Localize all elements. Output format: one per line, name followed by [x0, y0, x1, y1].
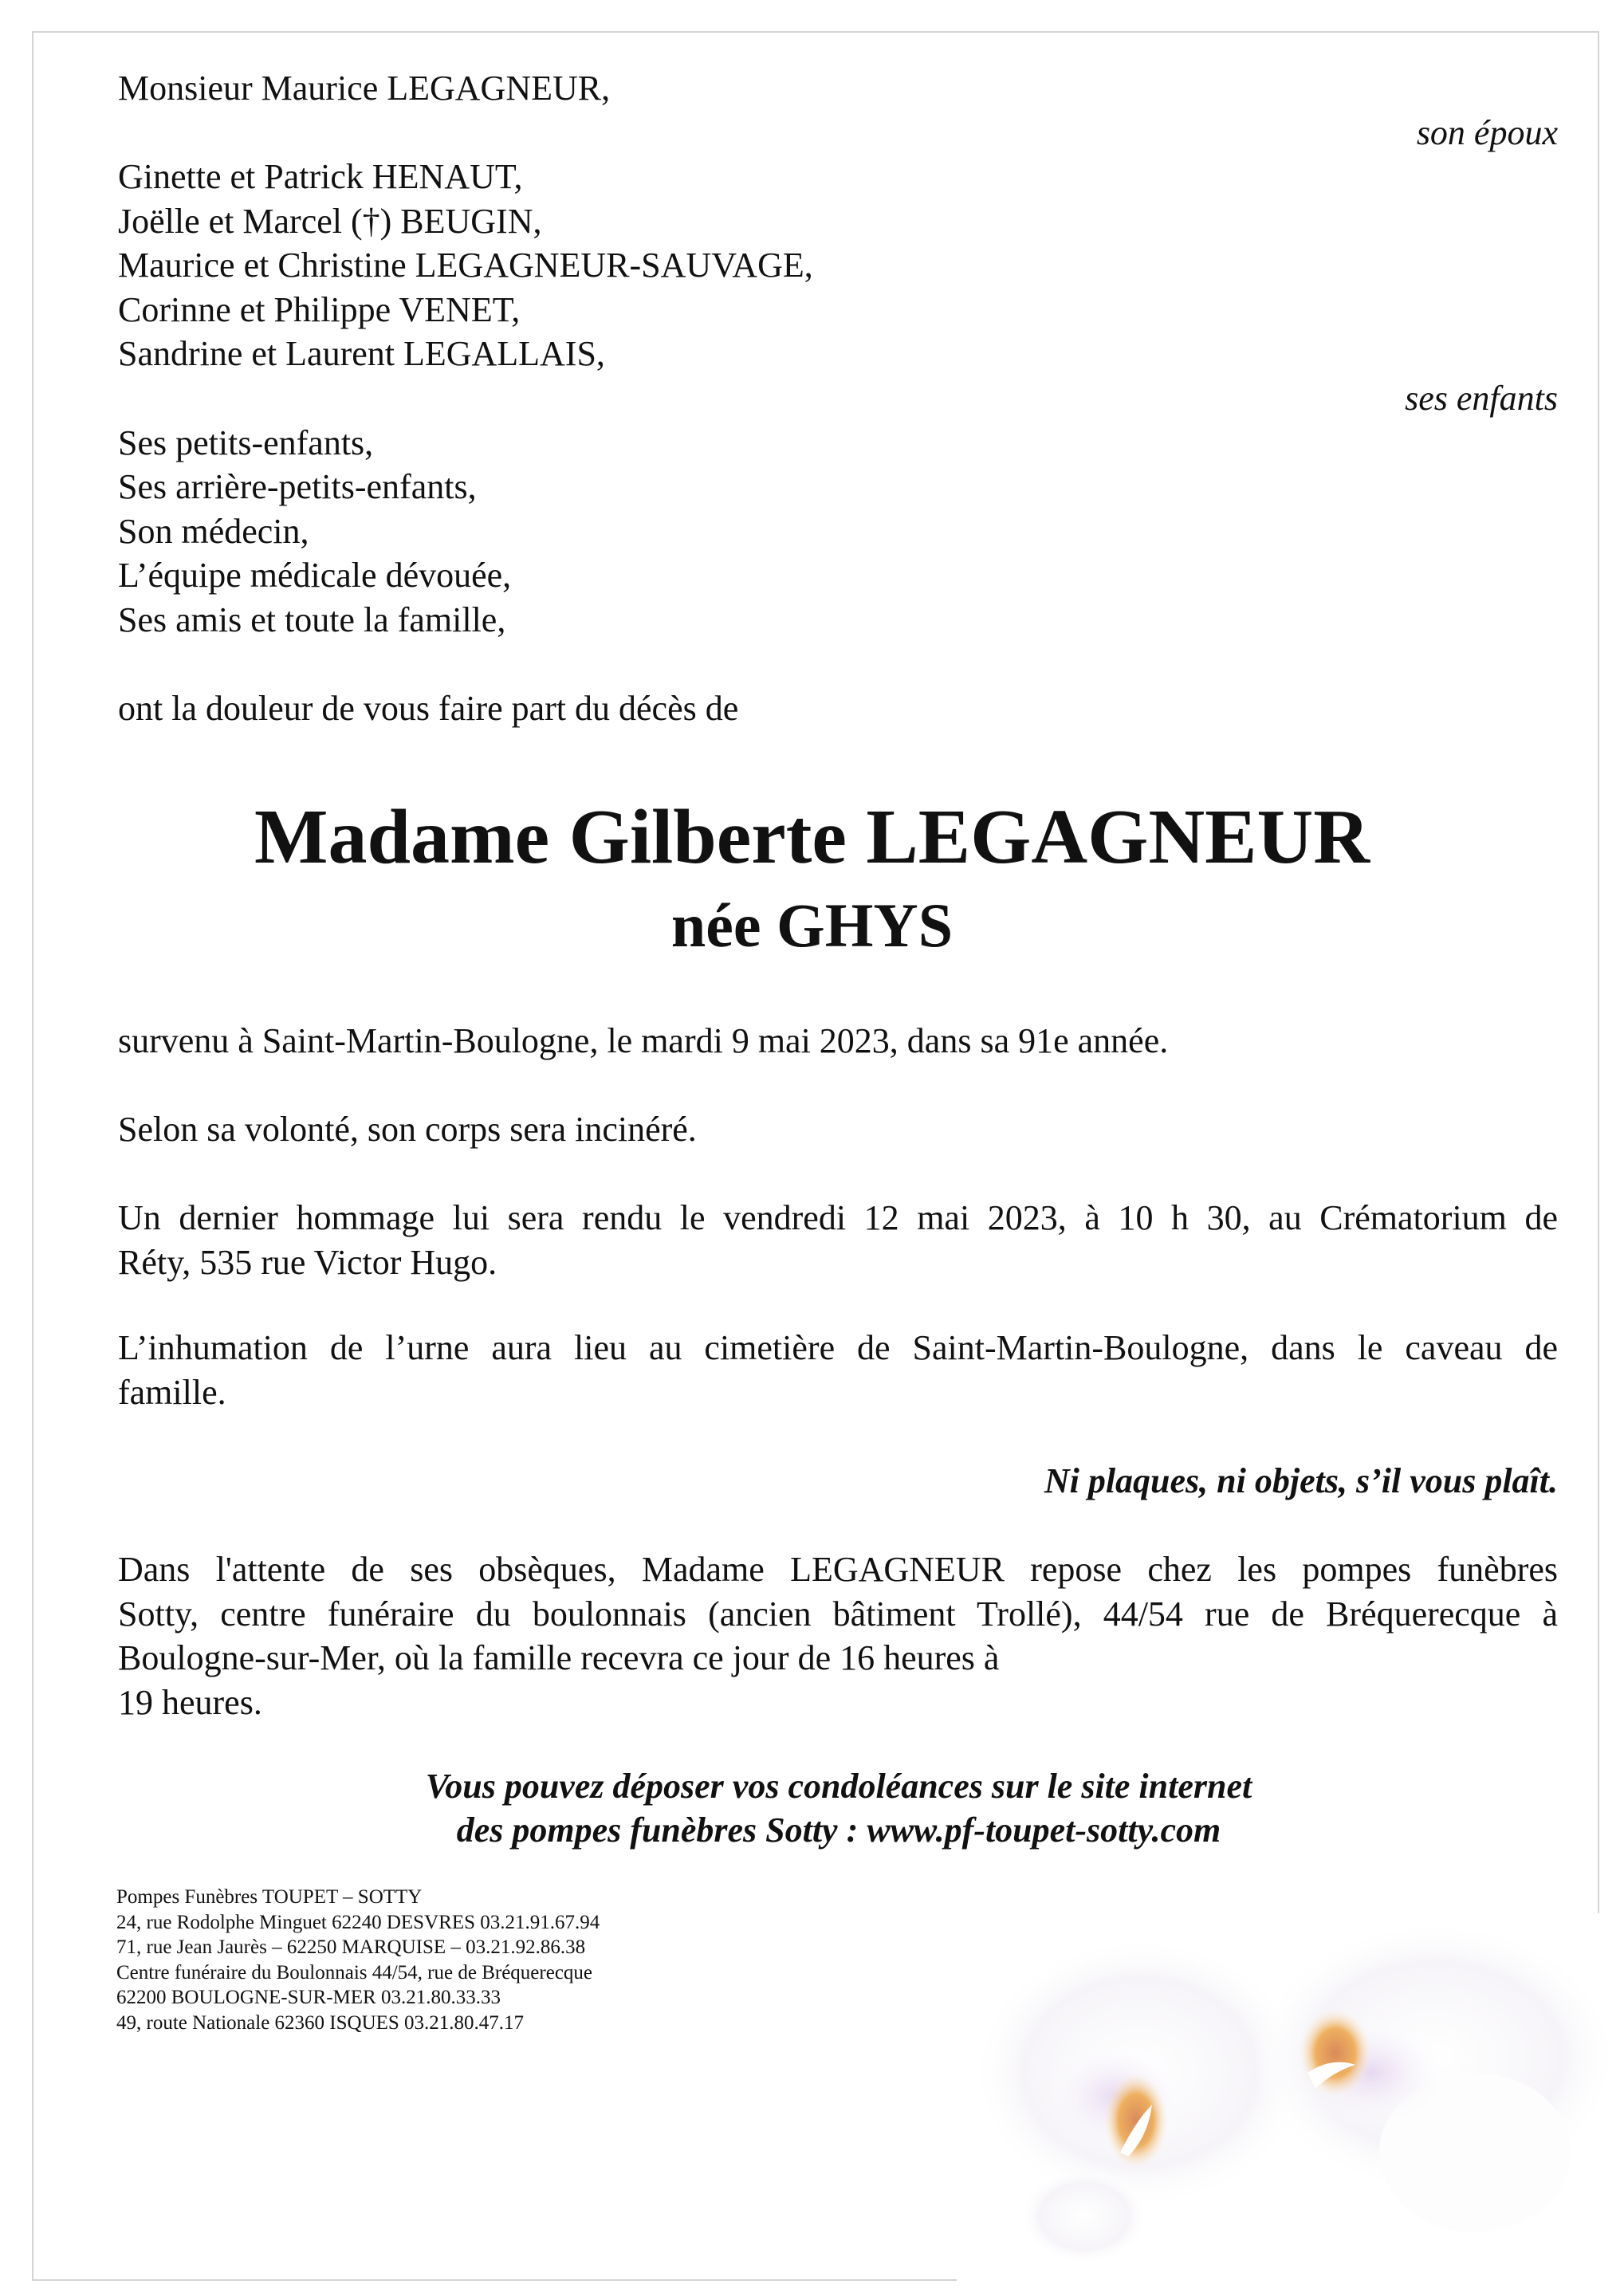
rest-line: 19 heures. [118, 1683, 262, 1722]
relative-line: Son médecin, [118, 512, 309, 551]
spouse-role: son époux [1416, 113, 1558, 152]
footer-address: 71, rue Jean Jaurès – 62250 MARQUISE – 03.21.92.86.38 [116, 1936, 586, 1958]
condolences-line: Vous pouvez déposer vos condoléances sur le site internet [425, 1767, 1252, 1806]
footer-address: 62200 BOULOGNE-SUR-MER 03.21.80.33.33 [116, 1987, 501, 2008]
footer-address: 24, rue Rodolphe Minguet 62240 DESVRES 03.21.91.67.94 [116, 1912, 600, 1933]
child-line: Sandrine et Laurent LEGALLAIS, [118, 334, 605, 373]
relative-line: Ses amis et toute la famille, [118, 600, 506, 639]
rest-line: Sotty, centre funéraire du boulonnais (ancien bâtiment Trollé), 44/54 rue de Bréquerecque à [118, 1594, 1558, 1634]
children-role: ses enfants [1405, 379, 1558, 418]
death-details: survenu à Saint-Martin-Boulogne, le mardi 9 mai 2023, dans sa 91e année. [118, 1021, 1169, 1060]
relative-line: Ses petits-enfants, [118, 423, 374, 462]
tribute-line: Réty, 535 rue Victor Hugo. [118, 1243, 497, 1282]
orchid-image [957, 1913, 1624, 2296]
announcement: ont la douleur de vous faire part du décès de [118, 689, 739, 728]
child-line: Ginette et Patrick HENAUT, [118, 157, 523, 196]
footer-company: Pompes Funèbres TOUPET – SOTTY [116, 1886, 423, 1908]
spouse-name: Monsieur Maurice LEGAGNEUR, [118, 69, 611, 108]
no-flowers-note: Ni plaques, ni objets, s’il vous plaît. [1044, 1461, 1558, 1500]
burial-line: L’inhumation de l’urne aura lieu au cimetière de Saint-Martin-Boulogne, dans le caveau de [118, 1328, 1558, 1367]
child-line: Corinne et Philippe VENET, [118, 290, 521, 329]
footer-address: 49, route Nationale 62360 ISQUES 03.21.80.47.17 [116, 2012, 525, 2034]
relative-line: Ses arrière-petits-enfants, [118, 467, 477, 506]
footer-address: Centre funéraire du Boulonnais 44/54, rue de Bréquerecque [116, 1962, 593, 1983]
rest-line: Boulogne-sur-Mer, où la famille recevra ce jour de 16 heures à [118, 1638, 1000, 1677]
condolences-link[interactable]: des pompes funèbres Sotty : www.pf-toupet-sotty.com [456, 1810, 1221, 1850]
deceased-maiden-name: née GHYS [670, 890, 954, 960]
child-line: Joëlle et Marcel (†) BEUGIN, [118, 202, 542, 241]
deceased-name: Madame Gilberte LEGAGNEUR [254, 794, 1370, 880]
child-line: Maurice et Christine LEGAGNEUR-SAUVAGE, [118, 246, 813, 285]
tribute-line: Un dernier hommage lui sera rendu le vendredi 12 mai 2023, à 10 h 30, au Crématorium de [118, 1198, 1558, 1237]
burial-line: famille. [118, 1373, 226, 1412]
relative-line: L’équipe médicale dévouée, [118, 556, 512, 595]
cremation-wish: Selon sa volonté, son corps sera incinéré. [118, 1110, 697, 1149]
rest-line: Dans l'attente de ses obsèques, Madame LEGAGNEUR repose chez les pompes funèbres [118, 1550, 1558, 1589]
